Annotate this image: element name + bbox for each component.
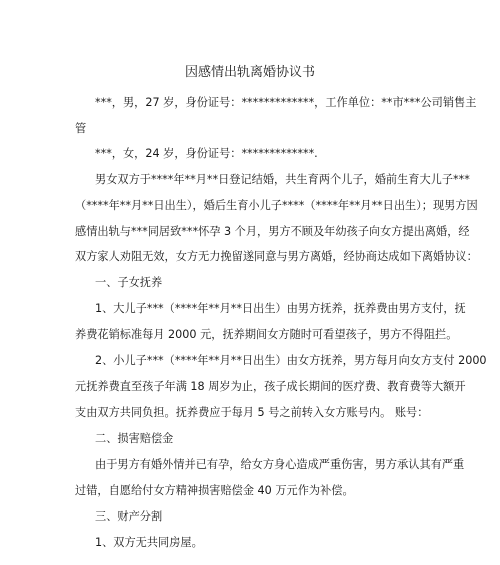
paragraph-line: 感情出轨与***同居致***怀孕 3 个月，男方不顾及年幼孩子向女方提出离婚，经 xyxy=(75,225,470,238)
paragraph-line: 1、双方无共同房屋。 xyxy=(95,536,203,549)
paragraph-line: 支由双方共同负担。抚养费应于每月 5 号之前转入女方账号内。 账号： xyxy=(75,406,429,419)
section-heading: 二、损害赔偿金 xyxy=(95,432,174,445)
paragraph-line: 由于男方有婚外情并已有孕，给女方身心造成严重伤害，男方承认其有严重 xyxy=(95,458,465,471)
section-heading: 一、子女抚养 xyxy=(95,276,163,289)
paragraph-line: 2、小儿子***（****年**月**日出生）由女方抚养，男方每月向女方支付 2000 xyxy=(95,354,487,367)
paragraph-line: 1、大儿子***（****年**月**日出生）由男方抚养，抚养费由男方支付，抚 xyxy=(95,302,466,315)
paragraph-line: 过错，自愿给付女方精神损害赔偿金 40 万元作为补偿。 xyxy=(75,484,354,497)
paragraph-line: 男女双方于****年**月**日登记结婚，共生育两个儿子，婚前生育大儿子*** xyxy=(95,173,470,186)
paragraph-line: （****年**月**日出生），婚后生育小儿子****（****年**月**日出生）；现男方因 xyxy=(75,199,478,212)
section-heading: 三、财产分割 xyxy=(95,510,163,523)
paragraph-line: 养费花销标准每月 2000 元，抚养期间女方随时可看望孩子，男方不得阻拦。 xyxy=(75,328,458,341)
paragraph-line: ***，男，27 岁，身份证号：*************，工作单位：**市***公司销售主 xyxy=(95,96,477,109)
paragraph-line: ***，女，24 岁，身份证号：*************. xyxy=(95,147,318,160)
document-title: 因感情出轨离婚协议书 xyxy=(184,65,315,80)
paragraph-line: 元抚养费直至孩子年满 18 周岁为止，孩子成长期间的医疗费、教育费等大额开 xyxy=(75,380,466,393)
paragraph-line: 管 xyxy=(75,122,87,135)
paragraph-line: 双方家人劝阻无效，女方无力挽留遂同意与男方离婚，经协商达成如下离婚协议： xyxy=(75,250,478,263)
